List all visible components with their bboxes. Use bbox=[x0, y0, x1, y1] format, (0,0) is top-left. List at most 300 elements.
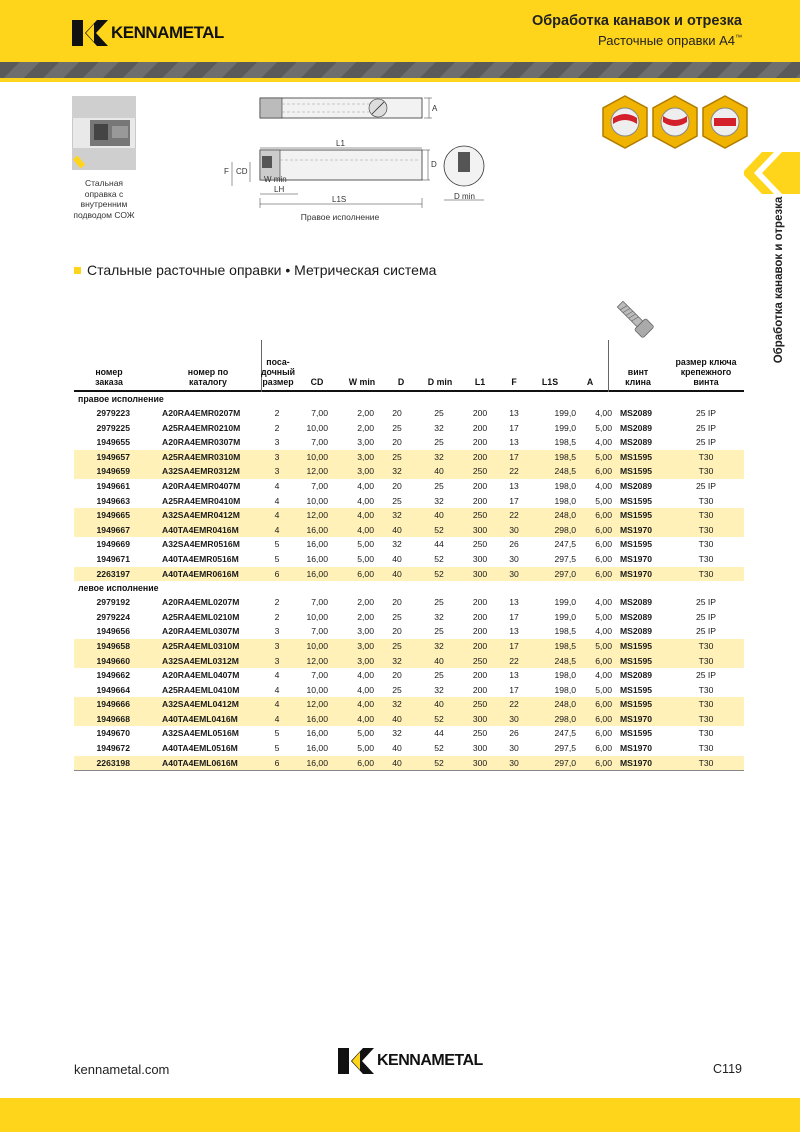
cell-d: 32 bbox=[392, 539, 402, 550]
cell-d-min: 52 bbox=[434, 553, 444, 564]
cell-catalog-number: A25RA4EMR0210M bbox=[162, 422, 241, 433]
cell-catalog-number: A25RA4EML0310M bbox=[162, 640, 240, 651]
col-wmin-header: W min bbox=[348, 377, 376, 387]
cell-f: 13 bbox=[509, 597, 519, 608]
cell-d: 32 bbox=[392, 655, 402, 666]
header-line: дочный bbox=[260, 367, 296, 377]
cell-d-min: 52 bbox=[434, 524, 444, 535]
cell-seat-size: 3 bbox=[274, 655, 280, 666]
header-line: номер bbox=[95, 367, 123, 377]
page-header bbox=[0, 0, 800, 62]
cell-order-number: 1949662 bbox=[96, 670, 130, 681]
cell-a: 6,00 bbox=[595, 524, 612, 535]
kennametal-k-icon bbox=[72, 20, 108, 46]
cell-f: 13 bbox=[509, 437, 519, 448]
header-line: поса- bbox=[266, 357, 290, 367]
header-line: каталогу bbox=[189, 377, 227, 387]
cell-d-min: 32 bbox=[434, 451, 444, 462]
cell-key-size: T30 bbox=[698, 757, 714, 768]
label-f: F bbox=[224, 167, 229, 176]
cell-l1: 300 bbox=[472, 713, 488, 724]
cell-l1s: 198,0 bbox=[554, 684, 576, 695]
cell-l1s: 298,0 bbox=[554, 713, 576, 724]
screw-icon bbox=[612, 296, 658, 342]
cell-order-number: 1949668 bbox=[96, 713, 130, 724]
cell-d-min: 25 bbox=[434, 670, 444, 681]
cell-screw: MS2089 bbox=[620, 626, 653, 637]
cell-l1s: 198,0 bbox=[554, 480, 576, 491]
cell-a: 4,00 bbox=[595, 597, 612, 608]
specs-table bbox=[74, 340, 744, 771]
cell-f: 22 bbox=[509, 466, 519, 477]
cell-d: 25 bbox=[392, 422, 402, 433]
caption-line: оправка с bbox=[84, 188, 124, 199]
cell-catalog-number: A25RA4EMR0410M bbox=[162, 495, 241, 506]
cell-l1s: 198,5 bbox=[554, 451, 576, 462]
table-bottom-rule bbox=[74, 770, 744, 771]
cell-cd: 16,00 bbox=[306, 757, 328, 768]
grooving-hex-icon bbox=[603, 96, 647, 148]
logo-text: KENNAMETAL bbox=[111, 23, 224, 42]
table-row bbox=[74, 523, 744, 538]
header-line: размер ключа bbox=[675, 357, 737, 367]
cell-cd: 16,00 bbox=[306, 743, 328, 754]
cell-key-size: 25 IP bbox=[695, 437, 717, 448]
cell-key-size: 25 IP bbox=[695, 597, 717, 608]
cell-l1s: 199,0 bbox=[554, 408, 576, 418]
section-heading bbox=[74, 262, 436, 278]
cell-d-min: 40 bbox=[434, 699, 444, 710]
cell-catalog-number: A40TA4EMR0516M bbox=[162, 553, 239, 564]
cell-a: 5,00 bbox=[595, 451, 612, 462]
cell-l1s: 297,5 bbox=[554, 553, 576, 564]
cell-w-min: 3,00 bbox=[357, 655, 374, 666]
cell-f: 17 bbox=[509, 611, 519, 622]
cell-l1: 200 bbox=[472, 626, 488, 637]
table-row bbox=[74, 712, 744, 727]
cell-d: 25 bbox=[392, 684, 402, 695]
cell-seat-size: 3 bbox=[274, 451, 280, 462]
cell-catalog-number: A40TA4EML0616M bbox=[162, 757, 238, 768]
cell-screw: MS1595 bbox=[620, 699, 653, 710]
col-f-header: F bbox=[511, 377, 517, 387]
cell-d-min: 52 bbox=[434, 568, 444, 579]
cell-key-size: T30 bbox=[698, 699, 714, 710]
col-order-header bbox=[74, 367, 144, 387]
table-row bbox=[74, 726, 744, 741]
cell-cd: 10,00 bbox=[306, 640, 328, 651]
cell-seat-size: 6 bbox=[274, 757, 280, 768]
col-cd-header: CD bbox=[310, 377, 324, 387]
table-row bbox=[74, 624, 744, 639]
table-row bbox=[74, 552, 744, 567]
header-line: клина bbox=[625, 377, 651, 387]
cell-key-size: T30 bbox=[698, 655, 714, 666]
header-subtitle bbox=[598, 33, 742, 48]
cell-key-size: 25 IP bbox=[695, 611, 717, 622]
cell-d: 25 bbox=[392, 611, 402, 622]
caption-line: подводом СОЖ bbox=[73, 209, 135, 220]
cell-cd: 7,00 bbox=[311, 408, 328, 418]
cell-catalog-number: A20RA4EMR0207M bbox=[162, 408, 241, 418]
cell-l1s: 248,0 bbox=[554, 699, 576, 710]
cell-l1: 300 bbox=[472, 553, 488, 564]
cell-catalog-number: A32SA4EML0516M bbox=[162, 728, 239, 739]
cell-w-min: 6,00 bbox=[357, 757, 374, 768]
cell-d-min: 52 bbox=[434, 743, 444, 754]
cell-a: 5,00 bbox=[595, 422, 612, 433]
cell-a: 6,00 bbox=[595, 568, 612, 579]
table-row bbox=[74, 406, 744, 421]
cell-w-min: 5,00 bbox=[357, 743, 374, 754]
cell-screw: MS2089 bbox=[620, 422, 653, 433]
cell-cd: 12,00 bbox=[306, 699, 328, 710]
cell-screw: MS1595 bbox=[620, 466, 653, 477]
cell-d-min: 25 bbox=[434, 626, 444, 637]
col-seat-header bbox=[260, 357, 296, 387]
cell-l1: 200 bbox=[472, 480, 488, 491]
cell-order-number: 1949658 bbox=[96, 640, 130, 651]
cell-a: 6,00 bbox=[595, 713, 612, 724]
caption-line: Стальная bbox=[84, 178, 124, 188]
cell-key-size: T30 bbox=[698, 466, 714, 477]
cell-d: 25 bbox=[392, 640, 402, 651]
cell-l1: 250 bbox=[472, 655, 488, 666]
header-line: заказа bbox=[95, 377, 123, 387]
kennametal-logo bbox=[72, 20, 224, 46]
cell-w-min: 4,00 bbox=[357, 480, 374, 491]
cell-f: 13 bbox=[509, 480, 519, 491]
cell-d-min: 25 bbox=[434, 480, 444, 491]
table-row bbox=[74, 668, 744, 683]
cell-cd: 16,00 bbox=[306, 524, 328, 535]
cell-cd: 10,00 bbox=[306, 684, 328, 695]
col-d-header: D bbox=[397, 377, 405, 387]
cell-catalog-number: A32SA4EML0412M bbox=[162, 699, 239, 710]
cell-seat-size: 5 bbox=[274, 539, 280, 550]
label-d: D bbox=[431, 160, 437, 169]
trademark-mark: ™ bbox=[735, 34, 742, 42]
cell-order-number: 1949657 bbox=[96, 451, 130, 462]
col-dmin-header: D min bbox=[427, 377, 453, 387]
cell-seat-size: 5 bbox=[274, 728, 280, 739]
group-label: правое исполнение bbox=[78, 394, 164, 404]
header-stripe-accent bbox=[0, 78, 800, 82]
logo-text: KENNAMETAL bbox=[377, 1052, 483, 1069]
cell-screw: MS1595 bbox=[620, 640, 653, 651]
cell-d: 40 bbox=[392, 553, 402, 564]
table-row bbox=[74, 683, 744, 698]
cell-cd: 10,00 bbox=[306, 611, 328, 622]
cell-key-size: T30 bbox=[698, 640, 714, 651]
cell-d-min: 32 bbox=[434, 684, 444, 695]
cell-f: 30 bbox=[509, 757, 519, 768]
cell-f: 17 bbox=[509, 451, 519, 462]
cell-key-size: 25 IP bbox=[695, 626, 717, 637]
cell-key-size: T30 bbox=[698, 713, 714, 724]
cell-screw: MS1595 bbox=[620, 655, 653, 666]
cell-l1: 250 bbox=[472, 466, 488, 477]
table-row bbox=[74, 756, 744, 771]
cell-d-min: 25 bbox=[434, 597, 444, 608]
cell-order-number: 1949656 bbox=[96, 626, 130, 637]
cell-d: 40 bbox=[392, 568, 402, 579]
table-row bbox=[74, 537, 744, 552]
cell-order-number: 1949665 bbox=[96, 510, 130, 521]
footer-url[interactable]: kennametal.com bbox=[74, 1062, 170, 1077]
cell-d-min: 32 bbox=[434, 422, 444, 433]
cell-seat-size: 4 bbox=[274, 510, 280, 521]
cell-key-size: T30 bbox=[698, 568, 714, 579]
cell-d: 25 bbox=[392, 451, 402, 462]
cell-catalog-number: A25RA4EML0210M bbox=[162, 611, 240, 622]
cell-seat-size: 4 bbox=[274, 524, 280, 535]
cell-seat-size: 2 bbox=[274, 597, 280, 608]
cell-cd: 7,00 bbox=[311, 670, 328, 681]
cell-w-min: 2,00 bbox=[357, 422, 374, 433]
cell-d-min: 25 bbox=[434, 437, 444, 448]
cell-l1s: 198,5 bbox=[554, 640, 576, 651]
cell-screw: MS2089 bbox=[620, 480, 653, 491]
cell-a: 6,00 bbox=[595, 553, 612, 564]
cell-screw: MS1970 bbox=[620, 568, 653, 579]
cell-l1s: 248,5 bbox=[554, 466, 576, 477]
cell-cd: 7,00 bbox=[311, 480, 328, 491]
cell-w-min: 4,00 bbox=[357, 524, 374, 535]
header-line: номер по bbox=[187, 367, 229, 377]
cell-l1: 300 bbox=[472, 568, 488, 579]
cell-l1s: 198,5 bbox=[554, 626, 576, 637]
cell-l1s: 248,5 bbox=[554, 655, 576, 666]
cell-screw: MS2089 bbox=[620, 408, 653, 418]
cell-screw: MS1970 bbox=[620, 524, 653, 535]
cell-a: 6,00 bbox=[595, 743, 612, 754]
cell-seat-size: 3 bbox=[274, 626, 280, 637]
cell-l1s: 247,5 bbox=[554, 728, 576, 739]
cell-l1: 300 bbox=[472, 524, 488, 535]
cell-l1s: 298,0 bbox=[554, 524, 576, 535]
cell-screw: MS2089 bbox=[620, 611, 653, 622]
cell-w-min: 3,00 bbox=[357, 466, 374, 477]
cell-a: 4,00 bbox=[595, 437, 612, 448]
cell-a: 5,00 bbox=[595, 495, 612, 506]
label-dmin: D min bbox=[454, 192, 475, 201]
cell-catalog-number: A40TA4EMR0616M bbox=[162, 568, 239, 579]
cell-a: 4,00 bbox=[595, 670, 612, 681]
profiling-hex-icon bbox=[653, 96, 697, 148]
cell-f: 22 bbox=[509, 699, 519, 710]
cell-order-number: 2263198 bbox=[96, 757, 130, 768]
cell-w-min: 5,00 bbox=[357, 539, 374, 550]
cell-d: 20 bbox=[392, 597, 402, 608]
table-row bbox=[74, 421, 744, 436]
cell-w-min: 3,00 bbox=[357, 626, 374, 637]
cell-d-min: 40 bbox=[434, 510, 444, 521]
cell-f: 26 bbox=[509, 728, 519, 739]
cell-d-min: 40 bbox=[434, 466, 444, 477]
cell-d: 20 bbox=[392, 670, 402, 681]
cell-l1: 200 bbox=[472, 495, 488, 506]
group-label: левое исполнение bbox=[78, 583, 159, 594]
cell-order-number: 1949672 bbox=[96, 743, 130, 754]
cell-a: 5,00 bbox=[595, 640, 612, 651]
header-stripe bbox=[0, 62, 800, 78]
cell-cd: 12,00 bbox=[306, 510, 328, 521]
table-row bbox=[74, 508, 744, 523]
cell-w-min: 4,00 bbox=[357, 713, 374, 724]
cell-d-min: 44 bbox=[434, 539, 444, 550]
cell-screw: MS1595 bbox=[620, 495, 653, 506]
cell-seat-size: 4 bbox=[274, 495, 280, 506]
side-tab bbox=[768, 196, 790, 364]
cell-w-min: 6,00 bbox=[357, 568, 374, 579]
table-row bbox=[74, 479, 744, 494]
cell-key-size: 25 IP bbox=[695, 408, 717, 418]
label-a: A bbox=[432, 104, 438, 113]
cell-key-size: 25 IP bbox=[695, 422, 717, 433]
cell-d: 20 bbox=[392, 437, 402, 448]
cell-l1s: 297,0 bbox=[554, 568, 576, 579]
cell-f: 13 bbox=[509, 670, 519, 681]
cell-d-min: 32 bbox=[434, 640, 444, 651]
cell-d: 40 bbox=[392, 757, 402, 768]
cell-screw: MS1595 bbox=[620, 510, 653, 521]
cell-w-min: 4,00 bbox=[357, 670, 374, 681]
cell-cd: 10,00 bbox=[306, 451, 328, 462]
cell-w-min: 4,00 bbox=[357, 684, 374, 695]
cell-order-number: 1949667 bbox=[96, 524, 130, 535]
header-divider bbox=[608, 340, 609, 392]
cell-l1: 300 bbox=[472, 743, 488, 754]
cell-d: 20 bbox=[392, 480, 402, 491]
cell-a: 5,00 bbox=[595, 684, 612, 695]
cell-order-number: 1949660 bbox=[96, 655, 130, 666]
thumbnail-caption bbox=[66, 178, 142, 220]
internal-groove-hex-icon bbox=[703, 96, 747, 148]
table-row bbox=[74, 567, 744, 582]
cell-f: 17 bbox=[509, 684, 519, 695]
cell-catalog-number: A25RA4EML0410M bbox=[162, 684, 240, 695]
cell-d: 32 bbox=[392, 728, 402, 739]
header-subtitle-text: Расточные оправки A4 bbox=[598, 33, 735, 48]
cell-catalog-number: A40TA4EML0516M bbox=[162, 743, 238, 754]
cell-order-number: 1949670 bbox=[96, 728, 130, 739]
cell-key-size: T30 bbox=[698, 743, 714, 754]
cell-w-min: 2,00 bbox=[357, 611, 374, 622]
cell-l1: 250 bbox=[472, 510, 488, 521]
cell-screw: MS1970 bbox=[620, 553, 653, 564]
cell-l1: 300 bbox=[472, 757, 488, 768]
cell-catalog-number: A40TA4EML0416M bbox=[162, 713, 238, 724]
header-line: размер bbox=[262, 377, 294, 387]
kennametal-k-icon bbox=[338, 1048, 374, 1074]
cell-d-min: 25 bbox=[434, 408, 444, 418]
cell-order-number: 2979225 bbox=[96, 422, 130, 433]
cell-l1: 250 bbox=[472, 728, 488, 739]
cell-seat-size: 2 bbox=[274, 422, 280, 433]
cell-d: 20 bbox=[392, 626, 402, 637]
col-screw-header bbox=[618, 367, 658, 387]
table-row bbox=[74, 654, 744, 669]
cell-d-min: 40 bbox=[434, 655, 444, 666]
cell-cd: 12,00 bbox=[306, 466, 328, 477]
cell-order-number: 1949671 bbox=[96, 553, 130, 564]
cell-key-size: 25 IP bbox=[695, 670, 717, 681]
cell-a: 6,00 bbox=[595, 699, 612, 710]
section-title: Стальные расточные оправки • Метрическая система bbox=[87, 262, 437, 278]
cell-key-size: T30 bbox=[698, 510, 714, 521]
cell-catalog-number: A32SA4EML0312M bbox=[162, 655, 239, 666]
col-key-header bbox=[668, 357, 744, 387]
cell-f: 17 bbox=[509, 640, 519, 651]
table-row bbox=[74, 494, 744, 509]
cell-f: 22 bbox=[509, 510, 519, 521]
cell-l1s: 297,0 bbox=[554, 757, 576, 768]
cell-seat-size: 3 bbox=[274, 640, 280, 651]
cell-seat-size: 2 bbox=[274, 611, 280, 622]
cell-d: 20 bbox=[392, 408, 402, 418]
cell-a: 6,00 bbox=[595, 655, 612, 666]
cell-catalog-number: A40TA4EMR0416M bbox=[162, 524, 239, 535]
cell-order-number: 1949655 bbox=[96, 437, 130, 448]
cell-seat-size: 4 bbox=[274, 713, 280, 724]
application-hex-icons bbox=[600, 94, 750, 150]
cell-f: 22 bbox=[509, 655, 519, 666]
cell-w-min: 4,00 bbox=[357, 699, 374, 710]
cell-catalog-number: A20RA4EML0307M bbox=[162, 626, 240, 637]
cell-screw: MS2089 bbox=[620, 597, 653, 608]
col-a-header: A bbox=[586, 377, 594, 387]
drawing-caption: Правое исполнение bbox=[300, 212, 380, 222]
cell-cd: 16,00 bbox=[306, 553, 328, 564]
cell-l1: 200 bbox=[472, 451, 488, 462]
cell-catalog-number: A20RA4EMR0407M bbox=[162, 480, 241, 491]
cell-key-size: T30 bbox=[698, 728, 714, 739]
cell-d: 25 bbox=[392, 495, 402, 506]
cell-a: 5,00 bbox=[595, 611, 612, 622]
cell-catalog-number: A32SA4EMR0412M bbox=[162, 510, 240, 521]
cell-l1s: 199,0 bbox=[554, 597, 576, 608]
cell-l1s: 198,5 bbox=[554, 437, 576, 448]
label-cd: CD bbox=[236, 167, 248, 176]
cell-f: 30 bbox=[509, 568, 519, 579]
cell-key-size: T30 bbox=[698, 684, 714, 695]
cell-l1s: 247,5 bbox=[554, 539, 576, 550]
cell-w-min: 4,00 bbox=[357, 495, 374, 506]
cell-f: 13 bbox=[509, 626, 519, 637]
cell-seat-size: 6 bbox=[274, 568, 280, 579]
cell-a: 4,00 bbox=[595, 480, 612, 491]
cell-w-min: 2,00 bbox=[357, 408, 374, 418]
cell-screw: MS1970 bbox=[620, 743, 653, 754]
cell-cd: 16,00 bbox=[306, 539, 328, 550]
col-l1-header: L1 bbox=[474, 377, 486, 387]
cell-d: 32 bbox=[392, 466, 402, 477]
cell-screw: MS1970 bbox=[620, 713, 653, 724]
col-l1s-header: L1S bbox=[541, 377, 559, 387]
cell-l1s: 198,0 bbox=[554, 495, 576, 506]
cell-catalog-number: A25RA4EMR0310M bbox=[162, 451, 241, 462]
cell-l1s: 199,0 bbox=[554, 611, 576, 622]
header-line: винта bbox=[693, 377, 719, 387]
cell-d-min: 32 bbox=[434, 495, 444, 506]
cell-w-min: 2,00 bbox=[357, 597, 374, 608]
table-row bbox=[74, 741, 744, 756]
cell-seat-size: 4 bbox=[274, 684, 280, 695]
cell-a: 6,00 bbox=[595, 466, 612, 477]
table-row bbox=[74, 697, 744, 712]
cell-seat-size: 4 bbox=[274, 670, 280, 681]
